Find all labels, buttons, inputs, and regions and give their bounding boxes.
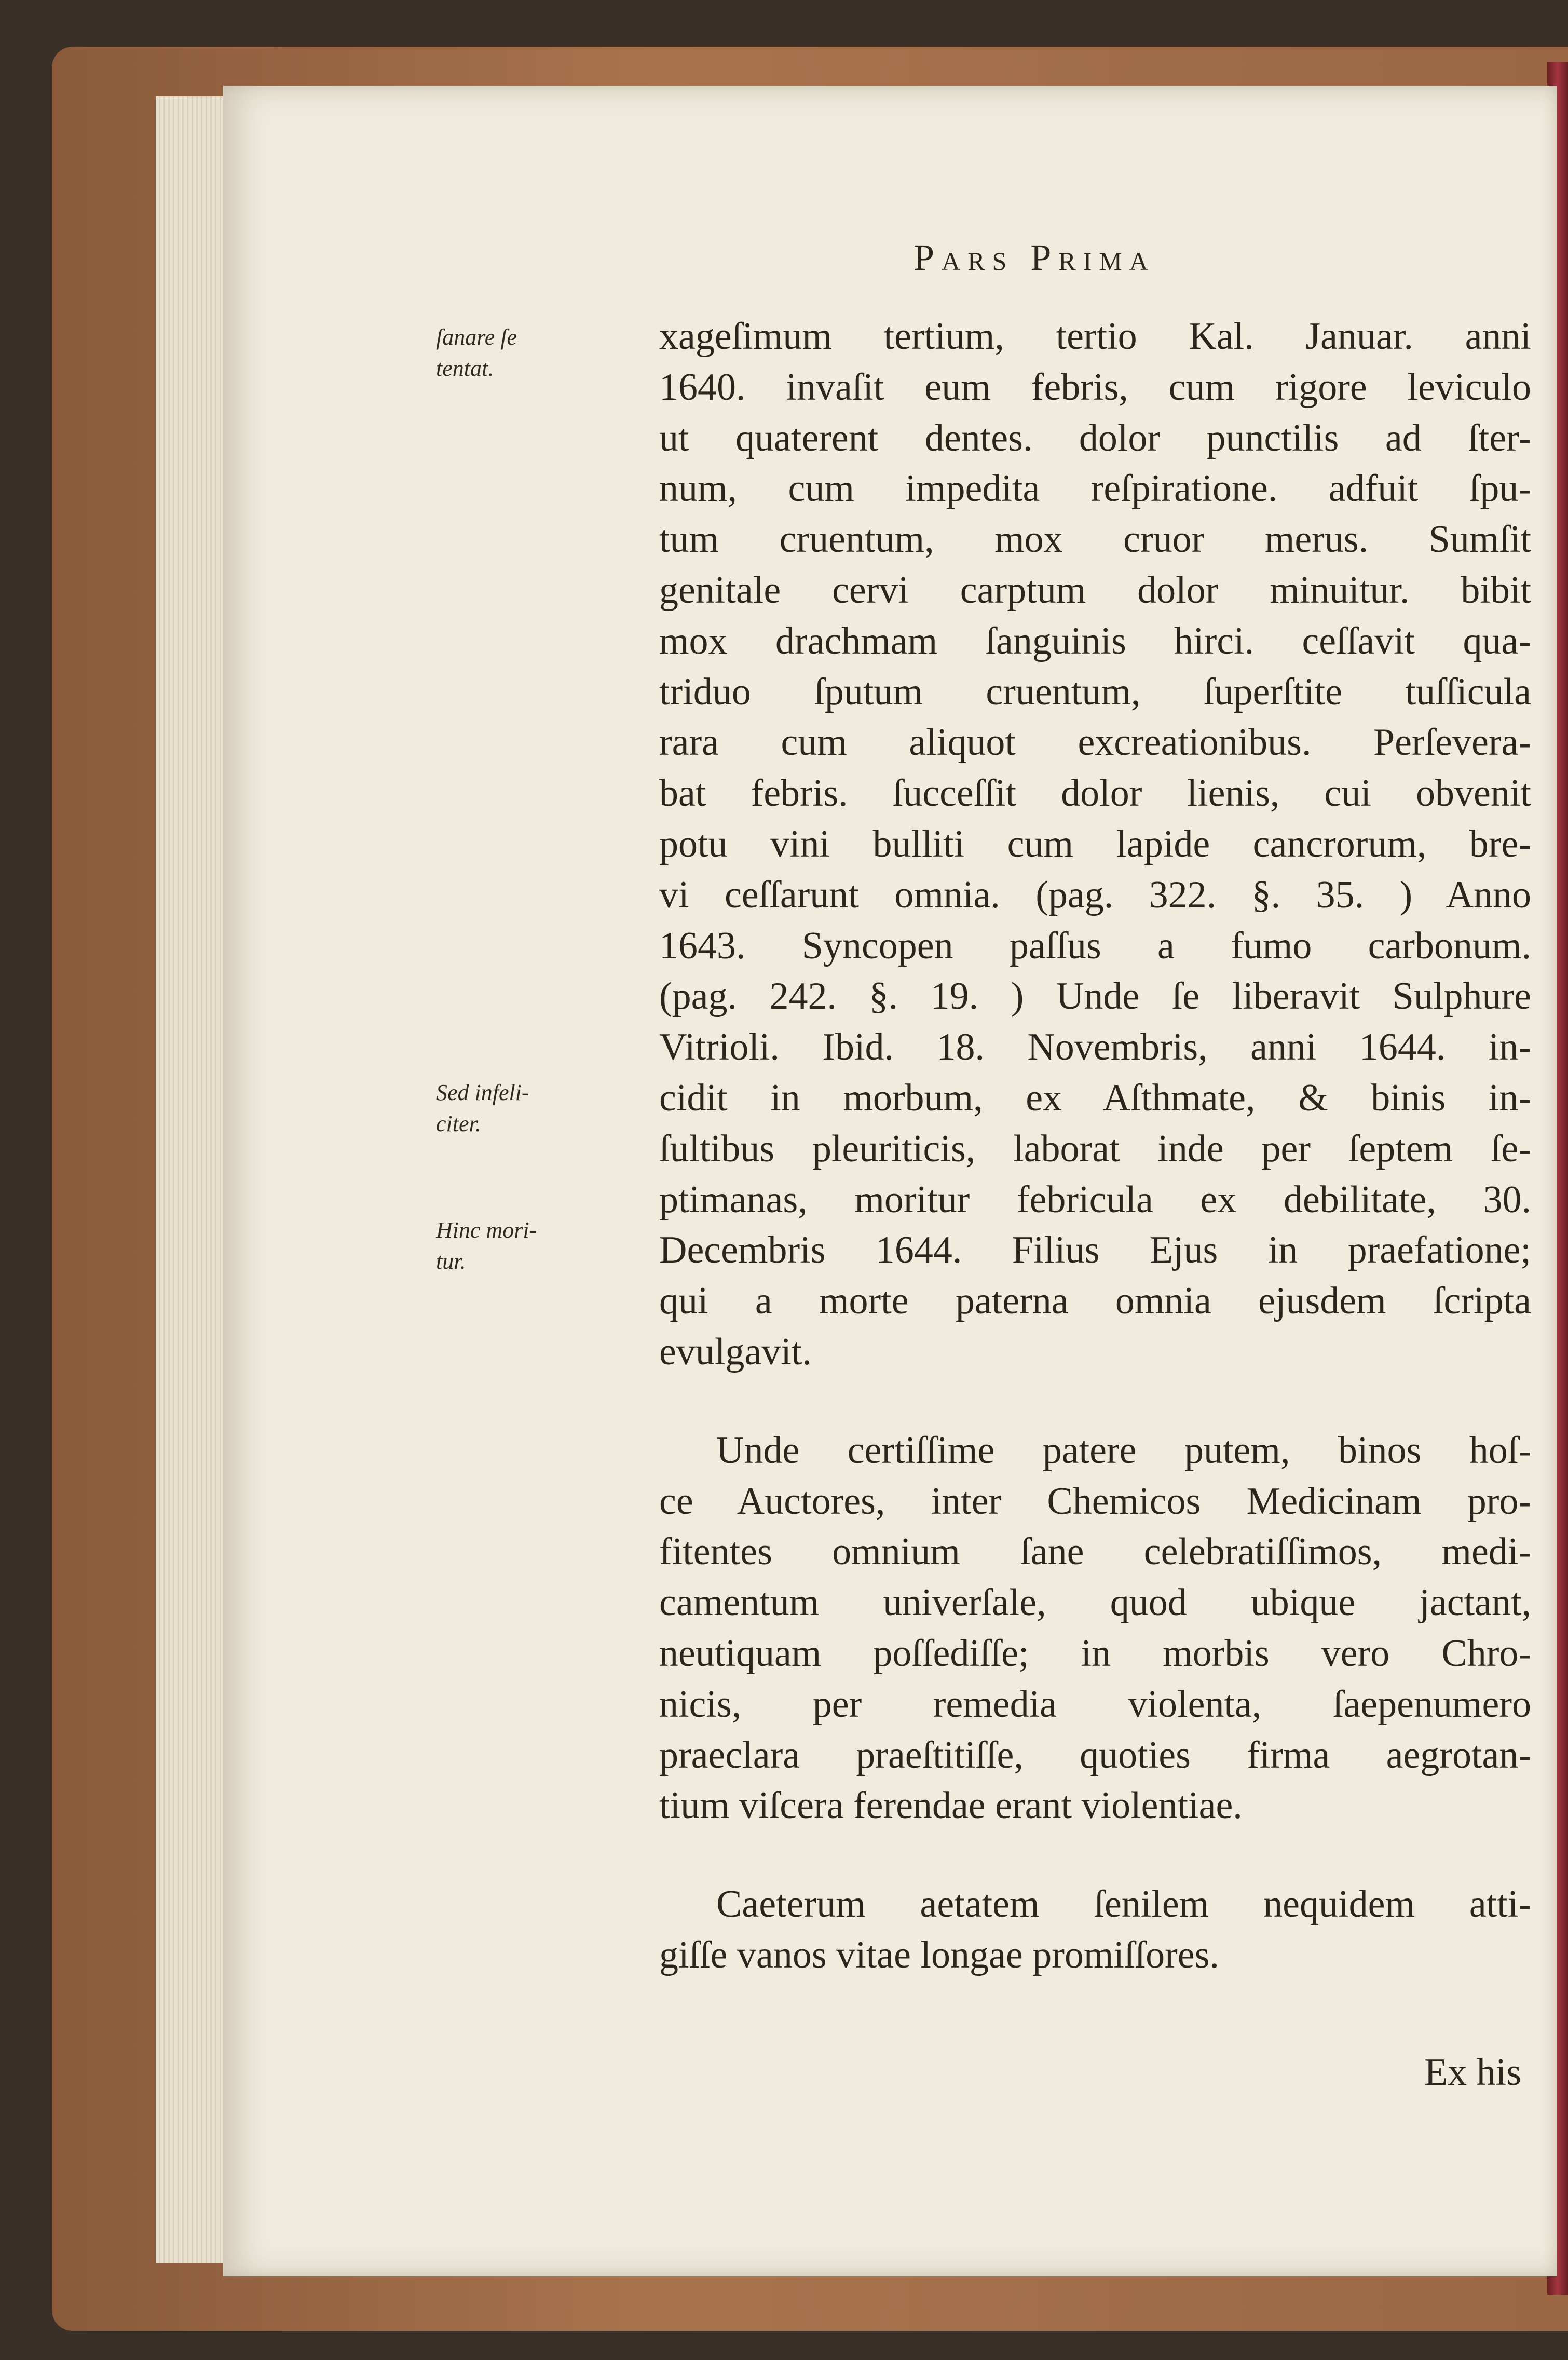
text-line: tium viſcera ferendae erant violentiae. [659,1784,1243,1827]
text-line: ſultibus pleuriticis, laborat inde per ſeptem ſe- [659,1127,1531,1170]
text-line: 1643. Syncopen paſſus a fumo carbonum. [659,924,1531,967]
text-line: Unde certiſſime patere putem, binos hoſ- [716,1429,1531,1472]
margin-note-sanare: ſanare ſe tentat. [436,324,517,381]
text-line: evulgavit. [659,1330,812,1373]
text-line: 1640. invaſit eum febris, cum rigore leviculo [659,365,1531,409]
main-text [659,311,1531,1981]
text-line: camentum univerſale, quod ubique jactant, [659,1581,1531,1624]
text-line: ut quaterent dentes. dolor punctilis ad ſter- [659,416,1531,459]
text-line: xageſimum tertium, tertio Kal. Januar. anni [659,315,1531,358]
text-line: triduo ſputum cruentum, ſuperſtite tuſſicula [659,670,1531,713]
text-line: bat febris. ſucceſſit dolor lienis, cui obvenit [659,772,1531,815]
text-line: vi ceſſarunt omnia. (pag. 322. §. 35. ) Anno [659,873,1531,916]
text-line: num, cum impedita reſpiratione. adfuit ſpu- [659,467,1531,510]
page-edges [156,96,228,2263]
text-line: giſſe vanos vitae longae promiſſores. [659,1933,1219,1976]
text-line: (pag. 242. §. 19. ) Unde ſe liberavit Sulphure [659,975,1531,1018]
text-line: praeclara praeſtitiſſe, quoties firma aegrotan- [659,1733,1531,1776]
text-line: tum cruentum, mox cruor merus. Sumſit [659,518,1531,561]
paragraph [659,1879,1531,1981]
text-line: genitale cervi carptum dolor minuitur. bibit [659,568,1531,612]
text-line: mox drachmam ſanguinis hirci. ceſſavit qua- [659,619,1531,662]
text-line: nicis, per remedia violenta, ſaepenumero [659,1683,1531,1726]
text-line: ce Auctores, inter Chemicos Medicinam pro- [659,1480,1531,1523]
margin-note-sed: Sed infeli- citer. [436,1080,529,1136]
text-line: cidit in morbum, ex Aſthmate, & binis in- [659,1076,1531,1119]
paragraph [659,1426,1531,1832]
running-head: Pars Prima [913,237,1155,278]
text-line: fitentes omnium ſane celebratiſſimos, medi- [659,1530,1531,1574]
text-line: Vitrioli. Ibid. 18. Novembris, anni 1644. in- [659,1026,1531,1069]
text-line: rara cum aliquot excreationibus. Perſevera- [659,721,1531,764]
text-line: qui a morte paterna omnia ejusdem ſcripta [659,1280,1531,1323]
catchword: Ex his [1424,2051,1521,2094]
text-line: Decembris 1644. Filius Ejus in praefatione; [659,1229,1531,1272]
margin-note-hinc: Hinc mori- tur. [436,1217,537,1274]
text-line: neutiquam poſſediſſe; in morbis vero Chro- [659,1632,1531,1675]
text-line: potu vini bulliti cum lapide cancrorum, bre- [659,822,1531,865]
text-line: ptimanas, moritur febricula ex debilitate, 30. [659,1178,1531,1221]
paragraph [659,311,1531,1378]
text-line: Caeterum aetatem ſenilem nequidem atti- [716,1883,1531,1926]
